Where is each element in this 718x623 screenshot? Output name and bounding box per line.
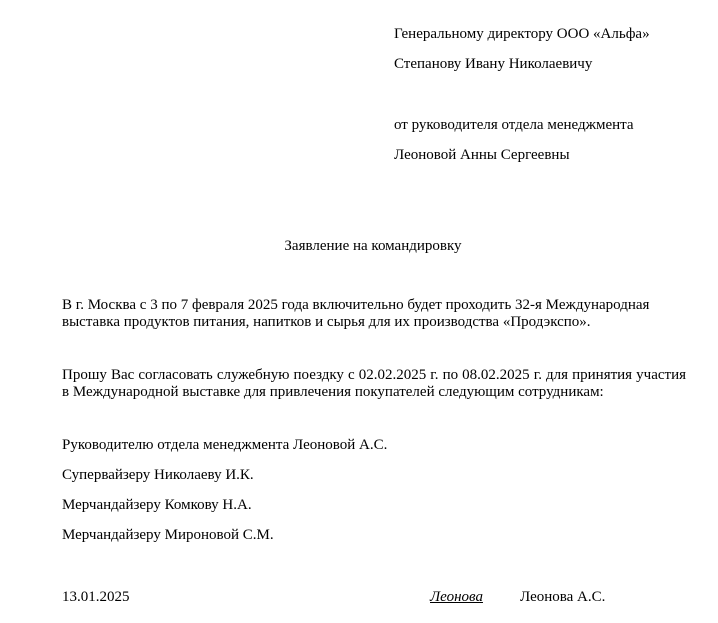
document-date: 13.01.2025 (62, 589, 130, 605)
sender-line-2: Леоновой Анны Сергеевны (394, 147, 570, 163)
employee-item: Руководителю отдела менеджмента Леоновой А.С. (62, 437, 388, 453)
sender-line-1: от руководителя отдела менеджмента (394, 117, 634, 133)
employee-item: Мерчандайзеру Мироновой С.М. (62, 527, 274, 543)
addressee-line-2: Степанову Ивану Николаевичу (394, 56, 593, 72)
body-paragraph-1: В г. Москва с 3 по 7 февраля 2025 года включительно будет проходить 32-я Международная выставка продуктов питания, напитков и сырья для их производства «Продэкспо». (62, 297, 650, 330)
body-paragraph-2: Прошу Вас согласовать служебную поездку с 02.02.2025 г. по 08.02.2025 г. для принятия участия в Международной выставке для привлечения покупателей следующим сотрудникам: (62, 367, 686, 400)
handwritten-signature: Леонова (430, 589, 483, 605)
document-title: Заявление на командировку (284, 238, 462, 254)
addressee-line-1: Генеральному директору ООО «Альфа» (394, 26, 650, 42)
signer-name: Леонова А.С. (520, 589, 606, 605)
employee-item: Супервайзеру Николаеву И.К. (62, 467, 254, 483)
employee-item: Мерчандайзеру Комкову Н.А. (62, 497, 252, 513)
